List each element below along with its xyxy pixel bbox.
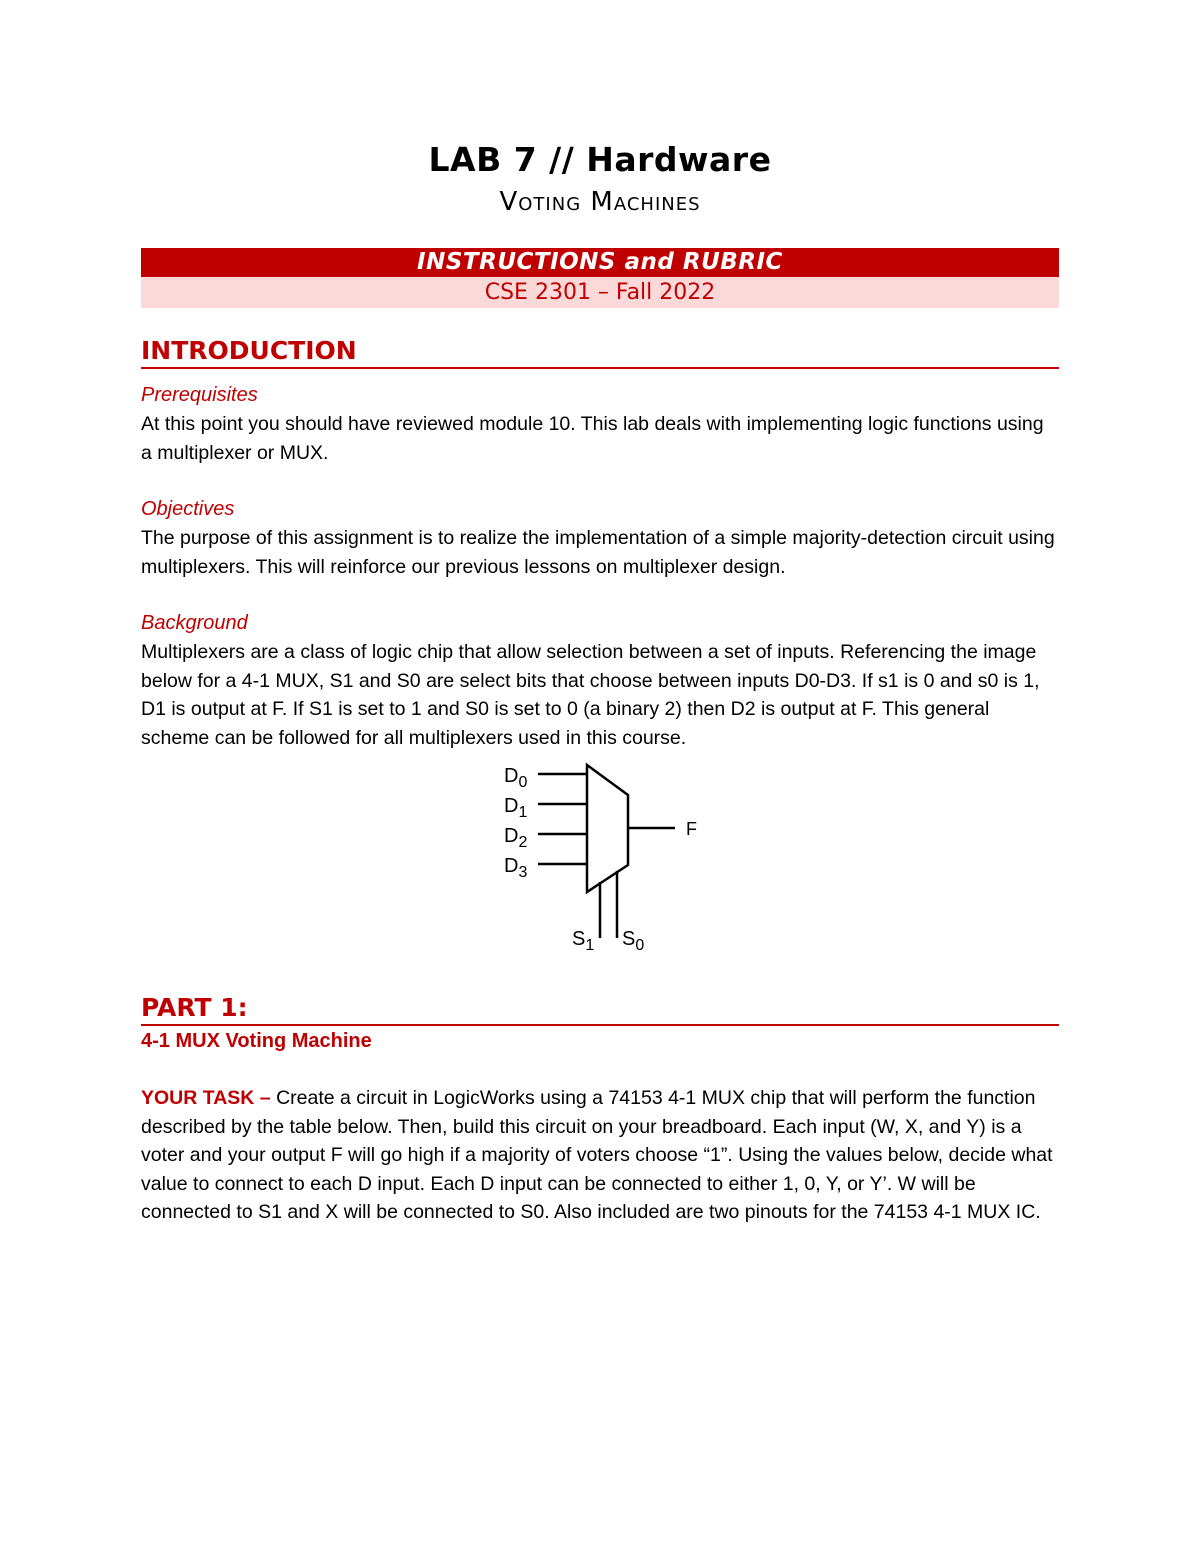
label-s0: $S_0$ bbox=[622, 928, 645, 954]
objectives-label: Objectives bbox=[141, 498, 235, 520]
lab-subtitle: Voting Machines bbox=[499, 187, 701, 217]
mux-body bbox=[587, 765, 628, 892]
part1-subheading: 4-1 MUX Voting Machine bbox=[141, 1030, 372, 1052]
prerequisites-text: At this point you should have reviewed module 10. This lab deals with implementing logic functions using a multiplexer or MUX. bbox=[141, 413, 1044, 464]
label-d1: $D_1$ bbox=[504, 795, 528, 821]
task-text: Create a circuit in LogicWorks using a 74153 4-1 MUX chip that will perform the function described by the table below. Then, build this circuit on your breadboard. Each input (W, X, and Y) is a voter and your output F will go high if a majority of voters choose “1”. Using the values below, decide what value to connect to each D input. Each D input can be connected to either 1, 0, Y, or Y’. W will be connected to S1 and X will be connected to S0. Also included are two pinouts for the 74153 4-1 MUX IC. bbox=[141, 1087, 1053, 1223]
course-banner: CSE 2301 – Fall 2022 bbox=[141, 277, 1059, 308]
label-d2: $D_2$ bbox=[504, 825, 528, 851]
mux-diagram bbox=[500, 760, 710, 960]
background-label: Background bbox=[141, 612, 248, 634]
part1-task bbox=[141, 1084, 1059, 1227]
part1-heading: PART 1: bbox=[141, 993, 1059, 1026]
label-d3: $D_3$ bbox=[504, 855, 528, 881]
lab-title: LAB 7 // Hardware bbox=[428, 140, 772, 179]
label-d0: $D_0$ bbox=[504, 765, 528, 791]
task-label: YOUR TASK – bbox=[141, 1087, 271, 1109]
background-text: Multiplexers are a class of logic chip that allow selection between a set of inputs. Referencing the image below for a 4-1 MUX, S1 and S0 are select bits that choose between inputs D0-D3. If s1 is 0 and s0 is 1, D1 is output at F. If S1 is set to 1 and S0 is set to 0 (a binary 2) then D2 is output at F. This general scheme can be followed for all multiplexers used in this course. bbox=[141, 641, 1040, 749]
prerequisites-label: Prerequisites bbox=[141, 384, 258, 406]
objectives-text: The purpose of this assignment is to realize the implementation of a simple majority-detection circuit using multiplexers. This will reinforce our previous lessons on multiplexer design. bbox=[141, 527, 1055, 578]
label-f: F bbox=[686, 819, 697, 839]
introduction-heading: INTRODUCTION bbox=[141, 336, 1059, 369]
label-s1: $S_1$ bbox=[572, 928, 595, 954]
instructions-banner: INSTRUCTIONS and RUBRIC bbox=[141, 248, 1059, 277]
